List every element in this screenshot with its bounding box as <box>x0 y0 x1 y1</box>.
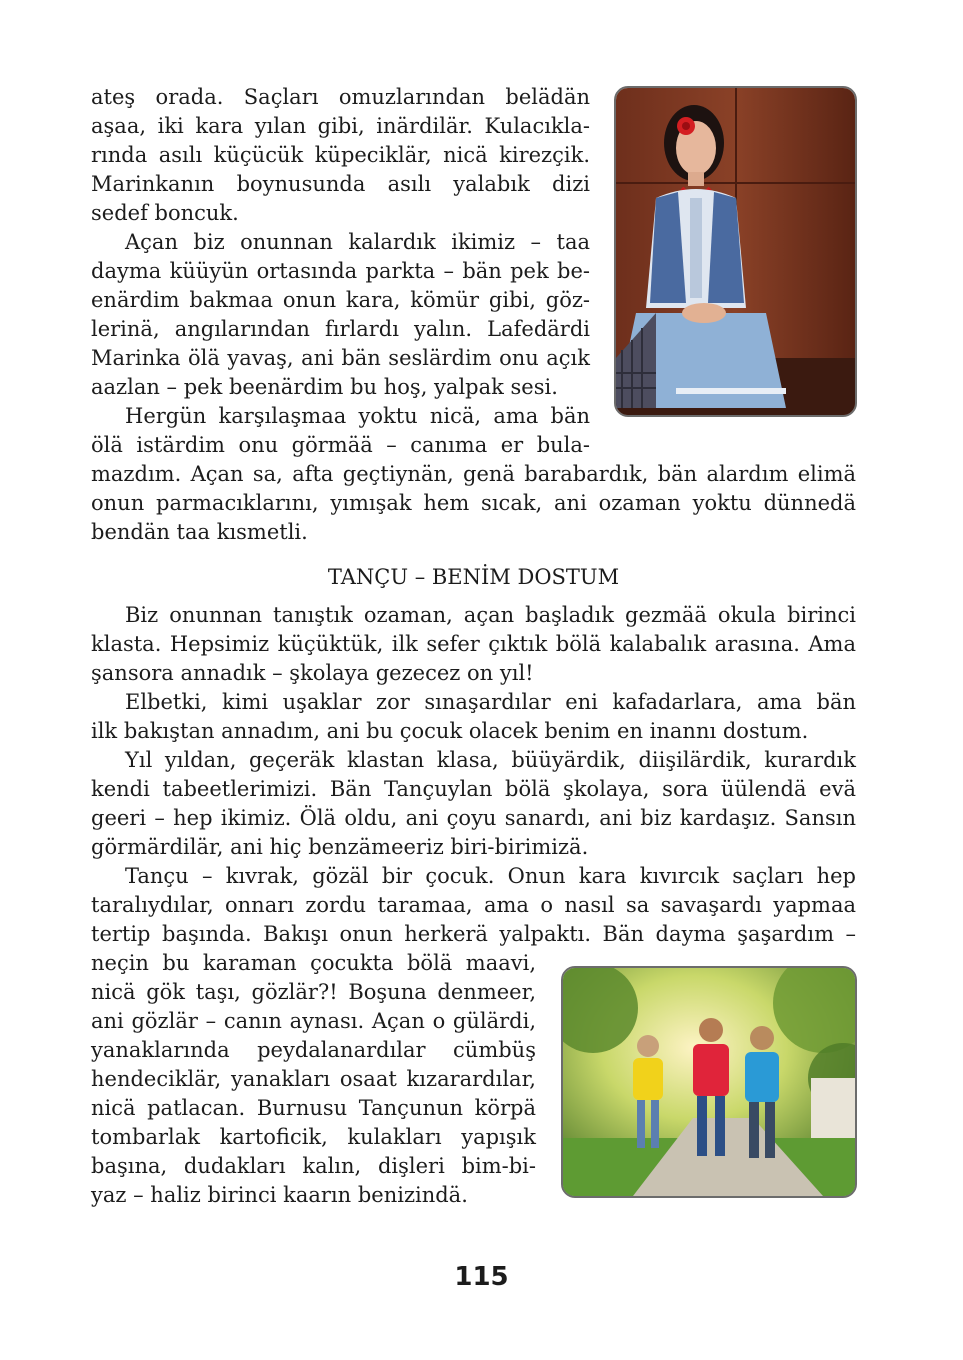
text-line: hendeciklär, yanakları osaat kızarardılar, <box>91 1067 536 1091</box>
text-line: kendi tabeetlerimizi. Bän Tançuylan bölä şkolaya, sora üülendä evä <box>91 777 856 801</box>
text-line: neçin bu karaman çocukta bölä maavi, <box>91 951 536 975</box>
text-line: ateş orada. Saçları omuzlarından belädän <box>91 85 590 109</box>
photo-children-illustration <box>563 968 855 1196</box>
text-line: aazlan – pek beenärdim bu hoş, yalpak sesi. <box>91 375 558 399</box>
text-line: lerinä, angılarından fırlardı yalın. Lafedärdi <box>91 317 590 341</box>
photo-children-backpacks <box>561 966 857 1198</box>
photo-girl-folk-costume <box>614 86 857 417</box>
text-line: tombarlak kartoficik, kulakları yapışık <box>91 1125 536 1149</box>
text-line: Marinka ölä yavaş, ani bän seslärdim onu açık <box>91 346 590 370</box>
text-line: nicä gök taşı, gözlär?! Boşuna denmeer, <box>91 980 536 1004</box>
text-line: bendän taa kısmetli. <box>91 520 308 544</box>
text-line: Hergün karşılaşmaa yoktu nicä, ama bän <box>125 404 590 428</box>
text-line: sedef boncuk. <box>91 201 239 225</box>
text-line: geeri – hep ikimiz. Ölä oldu, ani çoyu sanardı, ani biz kardaşız. Sansın <box>91 806 856 830</box>
text-line: Açan biz onunnan kalardık ikimiz – taa <box>125 230 590 254</box>
text-line: rında asılı küçücük küpeciklär, nicä kirezçik. <box>91 143 590 167</box>
text-line: yanaklarında peydalanardılar cümbüş <box>91 1038 536 1062</box>
text-line: Biz onunnan tanıştık ozaman, açan başladık gezmää okula birinci <box>125 603 856 627</box>
text-line: ölä istärdim onu görmää – canıma er bula- <box>91 433 590 457</box>
text-line: aşaa, iki kara yılan gibi, inärdilär. Kulacıkla- <box>91 114 590 138</box>
text-line: taralıydılar, onnarı zordu taramaa, ama o nasıl sa savaşardı yapmaa <box>91 893 856 917</box>
text-line: nicä patlacan. Burnusu Tançunun körpä <box>91 1096 536 1120</box>
text-line: mazdım. Açan sa, afta geçtiynän, genä barabardık, bän alardım elimä <box>91 462 856 486</box>
text-line: ilk bakıştan annadım, ani bu çocuk olacek benim en inannı dostum. <box>91 719 809 743</box>
text-line: klasta. Hepsimiz küçüktük, ilk sefer çıktık bölä kalabalık arasına. Ama <box>91 632 856 656</box>
text-line: ani gözlär – canın aynası. Açan o gülärdi, <box>91 1009 536 1033</box>
text-line: görmärdilär, ani hiç benzämeeriz biri-birimizä. <box>91 835 589 859</box>
text-line: şansora annadık – şkolaya gezecez on yıl! <box>91 661 534 685</box>
text-line: Elbetki, kimi uşaklar zor sınaşardılar eni kafadarlara, ama bän <box>125 690 856 714</box>
page-number: 115 <box>454 1262 509 1292</box>
section-heading: TANÇU – BENİM DOSTUM <box>327 565 620 589</box>
text-line: tertip başında. Bakışı onun herkerä yalpaktı. Bän dayma şaşardım – <box>91 922 856 946</box>
text-line: yaz – haliz birinci kaarın benizindä. <box>91 1183 468 1207</box>
text-line: onun parmacıklarını, yımışak hem sıcak, ani ozaman yoktu dünnedä <box>91 491 856 515</box>
text-line: enärdim bakmaa onun kara, kömür gibi, göz- <box>91 288 590 312</box>
text-line: Marinkanın boynusunda asılı yalabık dizi <box>91 172 590 196</box>
text-line: dayma küüyün ortasında parkta – bän pek be- <box>91 259 590 283</box>
text-line: başına, dudakları kalın, dişleri bim-bi- <box>91 1154 536 1178</box>
text-line: Yıl yıldan, geçeräk klastan klasa, büüyärdik, diişilärdik, kurardık <box>125 748 856 772</box>
photo-girl-illustration <box>616 88 855 415</box>
text-line: Tançu – kıvrak, gözäl bir çocuk. Onun kara kıvırcık saçları hep <box>125 864 856 888</box>
